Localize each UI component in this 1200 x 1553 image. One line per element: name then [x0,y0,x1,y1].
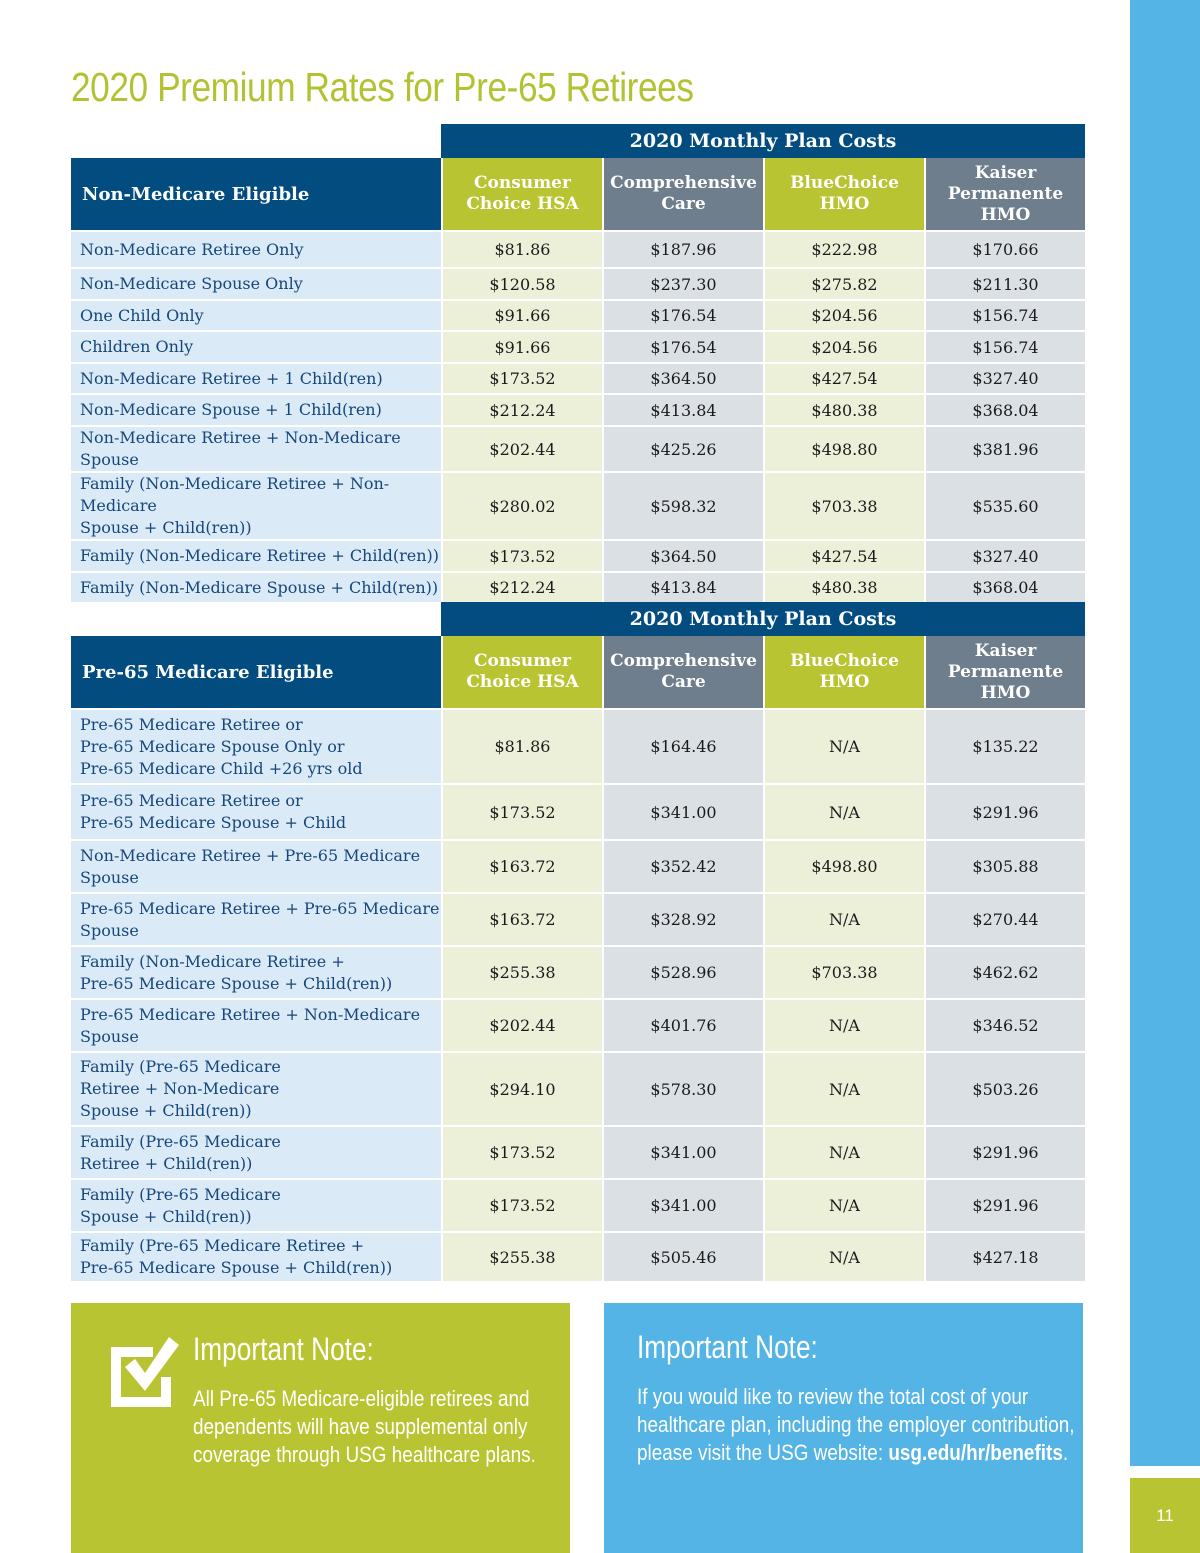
premium-cell: $427.54 [763,539,924,571]
table-row [71,839,1085,892]
coverage-tier-label [71,267,441,299]
premium-cell: $327.40 [924,362,1085,393]
premium-cell: $156.74 [924,330,1085,362]
note-line-2: healthcare plan, including the employer contribution, [637,1412,1075,1437]
line-3: Pre-65 Medicare Child +26 yrs old [80,758,363,778]
premium-cell: $135.22 [924,708,1085,783]
plan-costs-header: 2020 Monthly Plan Costs [441,124,1085,158]
premium-cell: $503.26 [924,1051,1085,1125]
line-1: Non-Medicare Retiree Only [80,239,304,259]
non-medicare-rates-table [71,124,1085,602]
premium-cell: $328.92 [602,892,763,945]
coverage-tier-label [71,783,441,839]
line-3: HMO [980,682,1031,703]
line-1: One Child Only [80,305,204,325]
table-row [71,1125,1085,1178]
premium-cell: $211.30 [924,267,1085,299]
coverage-tier-label [71,708,441,783]
coverage-tier-label [71,945,441,998]
page-title: 2020 Premium Rates for Pre-65 Retirees [71,64,694,110]
premium-cell: $368.04 [924,571,1085,602]
premium-cell: $222.98 [763,230,924,267]
column-header-row [71,636,1085,708]
checkbox-check-icon [107,1333,179,1407]
note-line-1: All Pre-65 Medicare-eligible retirees and [193,1386,530,1411]
line-1: Family (Pre-65 Medicare [80,1184,281,1204]
premium-cell: $703.38 [763,945,924,998]
table-row [71,471,1085,539]
line-2: Care [661,194,706,214]
table-row [71,1231,1085,1281]
line-3: Spouse + Child(ren)) [80,1101,252,1120]
coverage-tier-label [71,425,441,471]
line-1: Family (Non-Medicare Retiree + [80,951,345,971]
line-2: Spouse [80,867,139,887]
line-1: Pre-65 Medicare Retiree + Pre-65 Medicare [80,898,440,918]
line-1: Pre-65 Medicare Retiree or [80,791,303,810]
sidebar-stripe [1130,0,1200,1466]
premium-cell: $368.04 [924,393,1085,425]
coverage-tier-label [71,299,441,330]
line-2: Permanente [947,661,1064,682]
note-line-3-prefix: please visit the USG website: [637,1440,889,1465]
premium-cell: $173.52 [441,783,602,839]
table-row [71,299,1085,330]
line-2: Spouse + Child(ren)) [80,1206,252,1226]
line-2: Care [661,672,706,692]
eligibility-header: Pre-65 Medicare Eligible [71,636,441,708]
table-row [71,267,1085,299]
plan-column-header [763,636,924,708]
premium-cell: $81.86 [441,230,602,267]
table-row [71,708,1085,783]
plan-column-header [602,158,763,230]
line-1: Pre-65 Medicare Retiree + Non-Medicare [80,1004,421,1024]
benefits-link[interactable]: usg.edu/hr/benefits [888,1440,1063,1465]
premium-cell: $341.00 [602,783,763,839]
line-2: Pre-65 Medicare Spouse Only or [80,736,345,756]
line-2: Spouse + Child(ren)) [80,518,252,537]
premium-cell: $305.88 [924,839,1085,892]
plan-column-header [924,636,1085,708]
line-2: Permanente [947,183,1064,204]
premium-cell: $81.86 [441,708,602,783]
premium-cell: N/A [763,998,924,1051]
important-note-total-cost [604,1303,1083,1553]
line-2: Retiree + Child(ren)) [80,1153,253,1173]
table-row [71,998,1085,1051]
coverage-tier-label [71,471,441,539]
line-1: Consumer [474,173,571,193]
line-2: HMO [819,194,870,214]
premium-cell: $578.30 [602,1051,763,1125]
premium-cell: $163.72 [441,892,602,945]
coverage-tier-label [71,539,441,571]
premium-cell: $364.50 [602,362,763,393]
table-row [71,571,1085,602]
plan-column-header [602,636,763,708]
coverage-tier-label [71,362,441,393]
premium-cell: $173.52 [441,1125,602,1178]
premium-cell: N/A [763,783,924,839]
line-1: Non-Medicare Spouse + 1 Child(ren) [80,400,382,419]
premium-cell: N/A [763,892,924,945]
line-2: Pre-65 Medicare Spouse + Child [80,813,347,832]
important-note-supplemental [71,1303,570,1553]
table-row [71,1178,1085,1231]
coverage-tier-label [71,998,441,1051]
premium-cell: $598.32 [602,471,763,539]
premium-cell: $401.76 [602,998,763,1051]
table-row [71,892,1085,945]
premium-cell: $173.52 [441,1178,602,1231]
premium-cell: $291.96 [924,783,1085,839]
line-1: Family (Pre-65 Medicare Retiree + [80,1236,365,1255]
premium-cell: $91.66 [441,330,602,362]
line-1: Non-Medicare Retiree + Non-Medicare Spouse [80,428,401,469]
table-row [71,425,1085,471]
span-header-row [71,124,1085,158]
premium-cell: $352.42 [602,839,763,892]
coverage-tier-label [71,1178,441,1231]
premium-cell: $176.54 [602,330,763,362]
premium-cell: $703.38 [763,471,924,539]
plan-column-header [441,158,602,230]
line-2: Spouse [80,1026,139,1046]
premium-cell: $462.62 [924,945,1085,998]
line-1: BlueChoice [790,173,899,193]
note-heading: Important Note: [193,1331,374,1367]
line-2: Retiree + Non-Medicare [80,1079,280,1098]
line-1: Kaiser [974,640,1037,661]
coverage-tier-label [71,571,441,602]
page-number [1130,1478,1200,1553]
coverage-tier-label [71,230,441,267]
premium-cell: N/A [763,1178,924,1231]
coverage-tier-label [71,1051,441,1125]
premium-cell: $176.54 [602,299,763,330]
premium-cell: $280.02 [441,471,602,539]
line-1: Consumer [474,651,571,671]
line-2: Pre-65 Medicare Spouse + Child(ren)) [80,973,393,993]
premium-cell: $156.74 [924,299,1085,330]
premium-cell: $505.46 [602,1231,763,1281]
table-row [71,230,1085,267]
line-2: Choice HSA [466,194,579,214]
page-number-text: 11 [1156,1505,1174,1525]
premium-cell: $535.60 [924,471,1085,539]
premium-cell: $120.58 [441,267,602,299]
premium-cell: $528.96 [602,945,763,998]
premium-cell: $202.44 [441,425,602,471]
plan-column-header [763,158,924,230]
premium-cell: $270.44 [924,892,1085,945]
coverage-tier-label [71,839,441,892]
premium-cell: $294.10 [441,1051,602,1125]
coverage-tier-label [71,393,441,425]
plan-column-header [441,636,602,708]
table-row [71,362,1085,393]
premium-cell: $413.84 [602,393,763,425]
premium-cell: $170.66 [924,230,1085,267]
span-header-row [71,602,1085,636]
table-row [71,393,1085,425]
header-blank [71,602,441,636]
coverage-tier-label [71,330,441,362]
column-header-row [71,158,1085,230]
premium-cell: $364.50 [602,539,763,571]
premium-cell: $164.46 [602,708,763,783]
table-row [71,1051,1085,1125]
line-1: Pre-65 Medicare Retiree or [80,714,303,734]
premium-cell: $275.82 [763,267,924,299]
premium-cell: $173.52 [441,362,602,393]
premium-cell: $202.44 [441,998,602,1051]
line-1: Family (Non-Medicare Retiree + Non-Medicare [80,474,390,515]
table-row [71,945,1085,998]
premium-cell: $204.56 [763,299,924,330]
premium-cell: $187.96 [602,230,763,267]
note-line-3-suffix: . [1062,1440,1069,1465]
premium-cell: $480.38 [763,393,924,425]
line-1: Comprehensive [610,651,757,671]
note-text [637,1383,1080,1467]
header-blank [71,124,441,158]
line-1: Kaiser [974,162,1037,183]
line-1: Family (Non-Medicare Retiree + Child(ren)) [80,546,439,565]
line-1: Children Only [80,337,194,356]
note-line-1: If you would like to review the total cost of your [637,1384,1029,1409]
premium-cell: $212.24 [441,571,602,602]
note-text [193,1385,554,1469]
plan-costs-header: 2020 Monthly Plan Costs [441,602,1085,636]
line-2: Spouse [80,920,139,940]
premium-cell: $212.24 [441,393,602,425]
premium-cell: N/A [763,1231,924,1281]
premium-cell: $291.96 [924,1125,1085,1178]
plan-column-header [924,158,1085,230]
table-row [71,783,1085,839]
coverage-tier-label [71,892,441,945]
coverage-tier-label [71,1125,441,1178]
premium-cell: $381.96 [924,425,1085,471]
premium-cell: $255.38 [441,945,602,998]
line-1: Comprehensive [610,173,757,193]
premium-cell: N/A [763,708,924,783]
line-1: Family (Pre-65 Medicare [80,1131,281,1151]
pre65-medicare-rates-table [71,602,1085,1281]
premium-cell: $341.00 [602,1178,763,1231]
premium-cell: $498.80 [763,839,924,892]
line-1: BlueChoice [790,651,899,671]
line-1: Non-Medicare Retiree + Pre-65 Medicare [80,845,421,865]
coverage-tier-label [71,1231,441,1281]
premium-cell: $346.52 [924,998,1085,1051]
line-1: Family (Pre-65 Medicare [80,1057,281,1076]
line-1: Non-Medicare Spouse Only [80,274,303,293]
premium-cell: $425.26 [602,425,763,471]
premium-cell: $91.66 [441,299,602,330]
premium-cell: $173.52 [441,539,602,571]
premium-cell: $498.80 [763,425,924,471]
note-line-2: dependents will have supplemental only [193,1414,528,1439]
premium-cell: N/A [763,1125,924,1178]
premium-cell: $413.84 [602,571,763,602]
premium-cell: $204.56 [763,330,924,362]
premium-cell: $341.00 [602,1125,763,1178]
premium-cell: $427.54 [763,362,924,393]
line-1: Non-Medicare Retiree + 1 Child(ren) [80,368,383,388]
line-2: Pre-65 Medicare Spouse + Child(ren)) [80,1258,393,1277]
table-row [71,330,1085,362]
line-2: Choice HSA [466,672,579,692]
table-row [71,539,1085,571]
premium-cell: $480.38 [763,571,924,602]
note-line-3: coverage through USG healthcare plans. [193,1442,536,1467]
line-1: Family (Non-Medicare Spouse + Child(ren)) [80,577,439,597]
premium-cell: N/A [763,1051,924,1125]
eligibility-header: Non-Medicare Eligible [71,158,441,230]
premium-cell: $291.96 [924,1178,1085,1231]
line-3: HMO [980,204,1031,225]
note-heading: Important Note: [637,1329,818,1365]
premium-cell: $255.38 [441,1231,602,1281]
line-2: HMO [819,672,870,692]
premium-cell: $327.40 [924,539,1085,571]
premium-cell: $237.30 [602,267,763,299]
premium-cell: $163.72 [441,839,602,892]
premium-cell: $427.18 [924,1231,1085,1281]
